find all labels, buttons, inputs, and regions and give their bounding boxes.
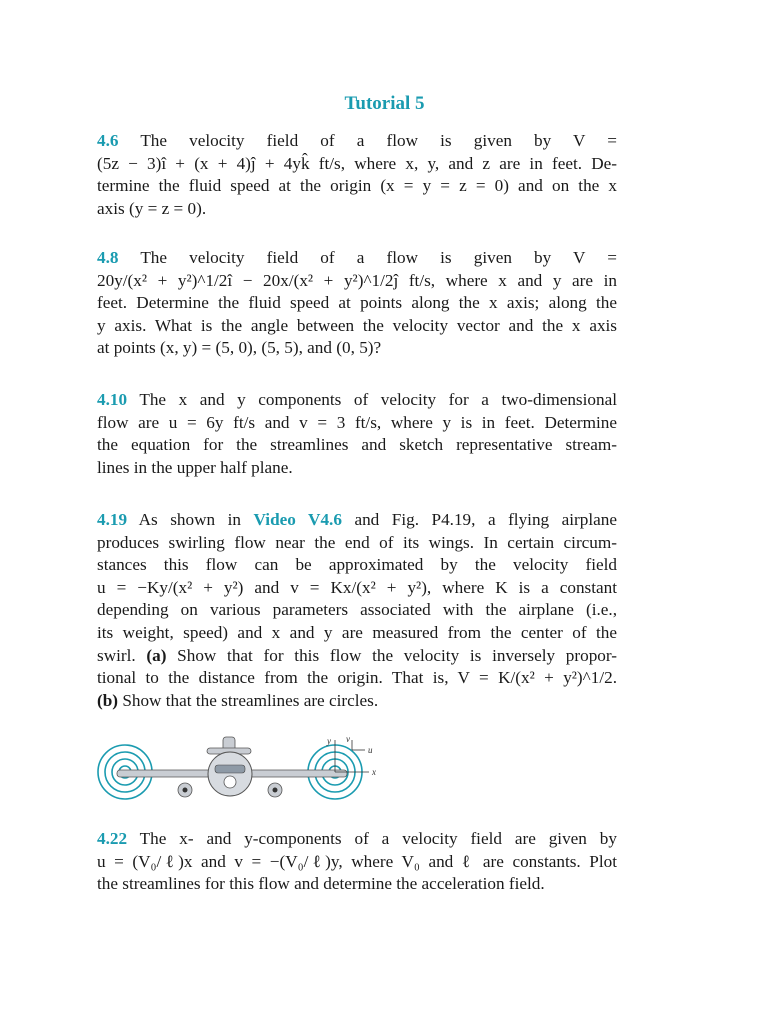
problem-line: its weight, speed) and x and y are measured from the center of the <box>97 622 617 642</box>
problem-number: 4.6 <box>97 131 119 150</box>
video-reference-link[interactable]: Video V4.6 <box>253 510 342 529</box>
page-title: Tutorial 5 <box>344 93 425 114</box>
problem-text: The velocity field of a flow is given by V = <box>140 248 617 267</box>
problem-line: 20y/(x² + y²)^1/2î − 20x/(x² + y²)^1/2ĵ ft/s, where x and y are in <box>97 270 617 290</box>
problem-line: feet. Determine the fluid speed at points along the x axis; along the <box>97 293 617 313</box>
problem-line <box>97 247 617 270</box>
axis-label-x: x <box>372 767 376 777</box>
problem-line: the streamlines for this flow and determine the acceleration field. <box>97 874 545 894</box>
problem-number: 4.19 <box>97 510 128 529</box>
problem-text: The x- and y-components of a velocity field are given by <box>139 829 617 848</box>
problem-line: termine the fluid speed at the origin (x = y = z = 0) and on the x <box>97 176 617 196</box>
problem-4-8 <box>97 247 617 360</box>
problem-line: depending on various parameters associated with the airplane (i.e., <box>97 600 617 620</box>
problem-4-22 <box>97 828 617 896</box>
airplane-vortex-figure <box>97 732 387 817</box>
problem-line: swirl. (a) Show that for this flow the velocity is inversely propor- <box>97 645 618 665</box>
problem-line: produces swirling flow near the end of its wings. In certain circum- <box>97 532 617 552</box>
problem-number: 4.22 <box>97 829 128 848</box>
problem-text: The x and y components of velocity for a two-dimensional <box>139 390 617 409</box>
problem-line: the equation for the streamlines and sketch representative stream- <box>97 435 617 455</box>
problem-line: u = (V₀/ℓ)x and v = −(V₀/ℓ)y, where V₀ and ℓ are constants. Plot <box>97 851 617 871</box>
problem-4-6 <box>97 130 617 220</box>
problem-line <box>97 389 617 412</box>
problem-number: 4.10 <box>97 390 128 409</box>
problem-line: at points (x, y) = (5, 0), (5, 5), and (0, 5)? <box>97 338 382 358</box>
problem-4-10 <box>97 389 617 479</box>
problem-line <box>97 509 617 532</box>
problem-number: 4.8 <box>97 248 119 267</box>
problem-line <box>97 828 617 851</box>
problem-line: stances this flow can be approximated by the velocity field <box>97 555 617 575</box>
problem-line: lines in the upper half plane. <box>97 457 293 477</box>
problem-4-19 <box>97 509 617 712</box>
problem-line: y axis. What is the angle between the velocity vector and the x axis <box>97 315 617 335</box>
problem-line: axis (y = z = 0). <box>97 198 207 218</box>
problem-line: u = −Ky/(x² + y²) and v = Kx/(x² + y²), where K is a constant <box>97 577 617 597</box>
problem-line <box>97 130 617 153</box>
problem-line: flow are u = 6y ft/s and v = 3 ft/s, where y is in feet. Determine <box>97 412 617 432</box>
problem-text: As shown in Video V4.6 and Fig. P4.19, a flying airplane <box>138 510 617 529</box>
axis-label-u: u <box>368 745 373 755</box>
problem-line: (5z − 3)î + (x + 4)ĵ + 4yk̂ ft/s, where x, y, and z are in feet. De- <box>97 153 617 173</box>
problem-line: tional to the distance from the origin. That is, V = K/(x² + y²)^1/2. <box>97 668 617 688</box>
problem-text: The velocity field of a flow is given by V = <box>140 131 617 150</box>
problem-line: (b) Show that the streamlines are circles. <box>97 690 379 710</box>
axis-label-v: v <box>346 734 350 744</box>
axis-label-y: y <box>327 736 331 746</box>
